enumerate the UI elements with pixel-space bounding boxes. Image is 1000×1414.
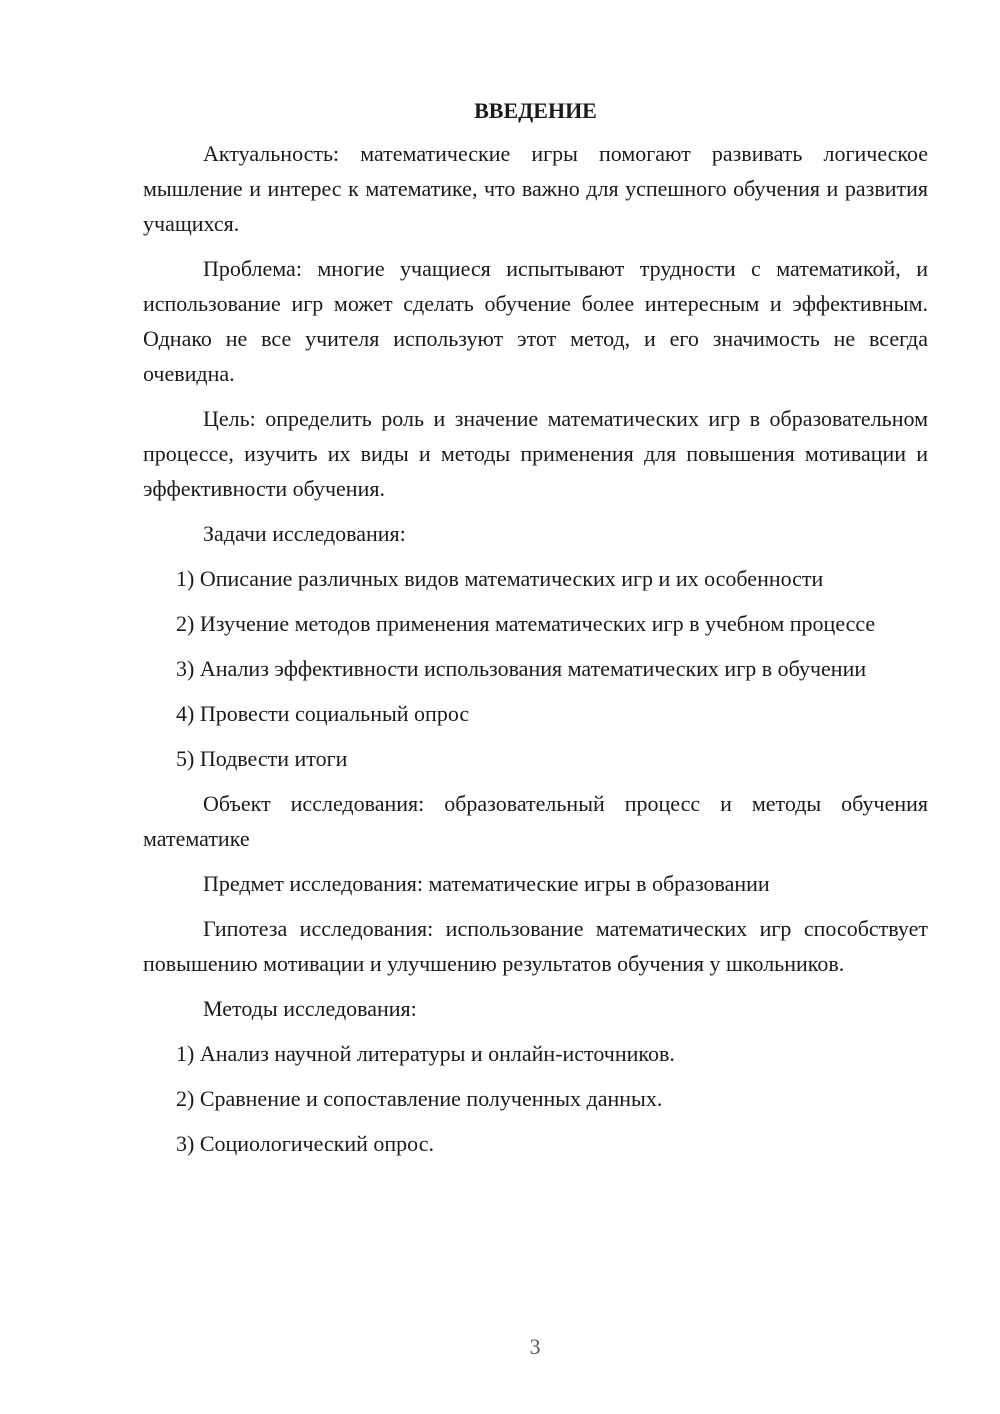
list-item-task-4: 4) Провести социальный опрос	[176, 701, 470, 726]
page-number: 3	[529, 1334, 541, 1359]
paragraph-problem: Проблема: многие учащиеся испытывают трудности с математикой, и использование игр может сделать обучение более интересным и эффективным. Однако не все учителя используют этот метод, и его значимость не всегда очевидна.	[143, 256, 928, 386]
list-item-task-2: 2) Изучение методов применения математических игр в учебном процессе	[176, 611, 876, 636]
list-item-task-1: 1) Описание различных видов математических игр и их особенности	[176, 566, 824, 591]
section-title: ВВЕДЕНИЕ	[474, 98, 597, 123]
paragraph-object: Объект исследования: образовательный процесс и методы обучения математике	[143, 791, 928, 851]
list-item-task-5: 5) Подвести итоги	[176, 746, 348, 771]
list-item-method-2: 2) Сравнение и сопоставление полученных данных.	[176, 1086, 663, 1111]
paragraph-goal: Цель: определить роль и значение математических игр в образовательном процессе, изучить их виды и методы применения для повышения мотивации и эффективности обучения.	[143, 406, 928, 501]
paragraph-tasks-heading: Задачи исследования:	[203, 521, 406, 546]
list-item-method-3: 3) Социологический опрос.	[176, 1131, 434, 1156]
paragraph-hypothesis: Гипотеза исследования: использование математических игр способствует повышению мотивации и улучшению результатов обучения у школьников.	[143, 916, 928, 976]
paragraph-relevance: Актуальность: математические игры помогают развивать логическое мышление и интерес к математике, что важно для успешного обучения и развития учащихся.	[143, 141, 928, 236]
list-item-method-1: 1) Анализ научной литературы и онлайн-источников.	[176, 1041, 675, 1066]
paragraph-subject: Предмет исследования: математические игры в образовании	[203, 871, 770, 896]
document-page	[143, 96, 928, 1171]
paragraph-methods-heading: Методы исследования:	[203, 996, 417, 1021]
list-item-task-3: 3) Анализ эффективности использования математических игр в обучении	[176, 656, 867, 681]
